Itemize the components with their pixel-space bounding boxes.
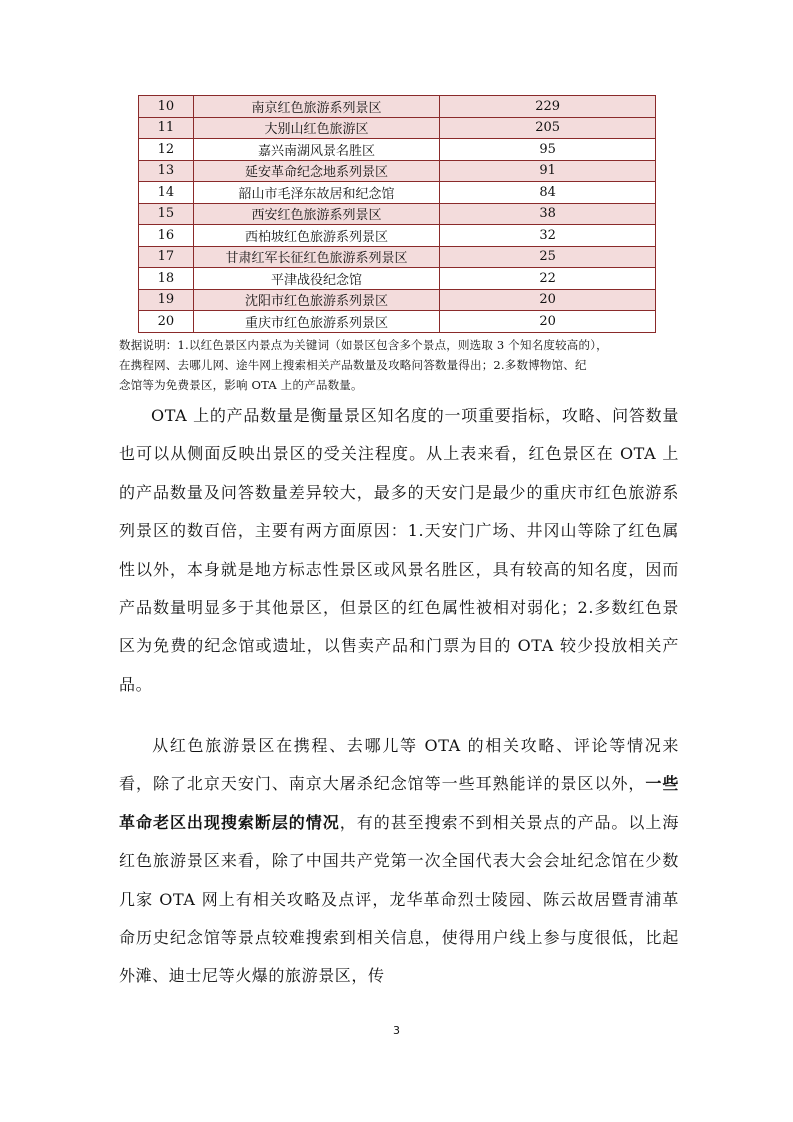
table-row	[139, 268, 656, 290]
count-cell: 20	[440, 311, 656, 333]
body-paragraph-2	[119, 727, 679, 996]
scenic-area-cell: 平津战役纪念馆	[193, 268, 440, 290]
scenic-area-cell: 南京红色旅游系列景区	[193, 96, 440, 118]
table-row	[139, 182, 656, 204]
rank-cell: 12	[139, 139, 194, 161]
rank-cell: 14	[139, 182, 194, 204]
count-cell: 25	[440, 246, 656, 268]
rank-cell: 11	[139, 117, 194, 139]
scenic-area-cell: 嘉兴南湖风景名胜区	[193, 139, 440, 161]
rank-cell: 17	[139, 246, 194, 268]
scenic-area-cell: 延安革命纪念地系列景区	[193, 160, 440, 182]
scenic-area-cell: 重庆市红色旅游系列景区	[193, 311, 440, 333]
paragraph-text: ，有的甚至搜索不到相关景点的产品。以上海红色旅游景区来看，除了中国共产党第一次全国代表大会会址纪念馆在少数几家 OTA 网上有相关攻略及点评，龙华革命烈士陵园、陈云故居暨青浦革命历史纪念馆等景点较难搜索到相关信息，使得用户线上参与度很低，比起外滩、迪士尼等火爆的旅游景区，传	[119, 812, 679, 986]
rank-cell: 19	[139, 289, 194, 311]
rank-cell: 13	[139, 160, 194, 182]
count-cell: 91	[440, 160, 656, 182]
ranking-table-body	[139, 96, 656, 333]
paragraph-text: 从红色旅游景区在携程、去哪儿等 OTA 的相关攻略、评论等情况来看，除了北京天安门、南京大屠杀纪念馆等一些耳熟能详的景区以外，	[119, 736, 679, 794]
page-number: 3	[393, 1024, 400, 1037]
table-row	[139, 96, 656, 118]
rank-cell: 16	[139, 225, 194, 247]
count-cell: 38	[440, 203, 656, 225]
scenic-area-cell: 西柏坡红色旅游系列景区	[193, 225, 440, 247]
count-cell: 229	[440, 96, 656, 118]
bold-emphasis: 一些革命老区出现搜索断层的情况	[119, 774, 680, 832]
scenic-area-cell: 沈阳市红色旅游系列景区	[193, 289, 440, 311]
table-row	[139, 117, 656, 139]
rank-cell: 10	[139, 96, 194, 118]
rank-cell: 18	[139, 268, 194, 290]
table-row	[139, 289, 656, 311]
count-cell: 20	[440, 289, 656, 311]
scenic-area-cell: 西安红色旅游系列景区	[193, 203, 440, 225]
table-row	[139, 311, 656, 333]
table-row	[139, 139, 656, 161]
scenic-area-cell: 大别山红色旅游区	[193, 117, 440, 139]
rank-cell: 15	[139, 203, 194, 225]
data-note-line: 念馆等为免费景区，影响 OTA 上的产品数量。	[119, 378, 363, 392]
count-cell: 205	[440, 117, 656, 139]
count-cell: 84	[440, 182, 656, 204]
count-cell: 22	[440, 268, 656, 290]
table-row	[139, 225, 656, 247]
body-paragraph-1	[119, 397, 679, 704]
table-row	[139, 246, 656, 268]
data-note	[119, 335, 679, 395]
data-note-line: 在携程网、去哪儿网、途牛网上搜索相关产品数量及攻略问答数量得出；2.多数博物馆、纪	[119, 358, 587, 372]
rank-cell: 20	[139, 311, 194, 333]
count-cell: 32	[440, 225, 656, 247]
table-row	[139, 203, 656, 225]
data-note-line: 数据说明：1.以红色景区内景点为关键词（如景区包含多个景点，则选取 3 个知名度较高的），	[119, 338, 608, 352]
count-cell: 95	[440, 139, 656, 161]
ranking-table	[138, 95, 656, 333]
scenic-area-cell: 甘肃红军长征红色旅游系列景区	[193, 246, 440, 268]
paragraph-text: OTA 上的产品数量是衡量景区知名度的一项重要指标，攻略、问答数量也可以从侧面反映出景区的受关注程度。从上表来看，红色景区在 OTA 上的产品数量及问答数量差异较大，最多的天安门是最少的重庆市红色旅游系列景区的数百倍，主要有两方面原因：1.天安门广场、井冈山等除了红色属性以外，本身就是地方标志性景区或风景名胜区，具有较高的知名度，因而产品数量明显多于其他景区，但景区的红色属性被相对弱化；2.多数红色景区为免费的纪念馆或遗址，以售卖产品和门票为目的 OTA 较少投放相关产品。	[119, 406, 679, 694]
table-row	[139, 160, 656, 182]
scenic-area-cell: 韶山市毛泽东故居和纪念馆	[193, 182, 440, 204]
